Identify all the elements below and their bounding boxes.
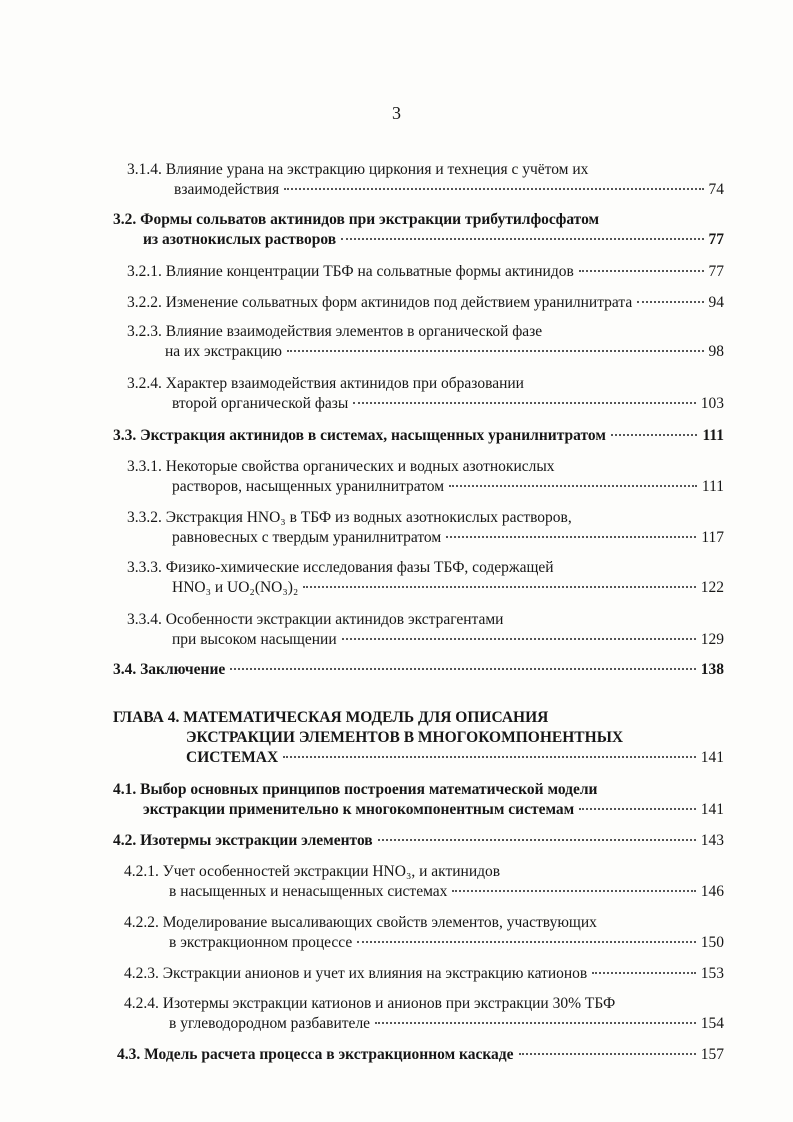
toc-page: 117 bbox=[701, 529, 724, 546]
toc-title: Учет особенностей экстракции HNO₃, и актинидов bbox=[162, 863, 501, 880]
toc-chapter-4 bbox=[113, 708, 724, 768]
toc-entry-3-4 bbox=[113, 660, 724, 680]
toc-entry-3-1-4 bbox=[127, 160, 724, 200]
toc-title: Влияние урана на экстракцию циркония и технеция с учётом их bbox=[165, 161, 589, 178]
dot-leader bbox=[230, 668, 695, 670]
toc-title: Изотермы экстракции элементов bbox=[140, 832, 373, 849]
toc-entry-4-2 bbox=[113, 831, 724, 851]
toc-number: 3.2. bbox=[113, 211, 137, 228]
toc-page: 77 bbox=[708, 231, 724, 248]
toc-number: 3.2.2. bbox=[127, 294, 162, 311]
dot-leader bbox=[284, 188, 703, 190]
toc-entry-4-3 bbox=[117, 1045, 724, 1065]
toc-title: Экстракция актинидов в системах, насыщенных уранилнитратом bbox=[140, 427, 606, 444]
toc-title-continued: в углеводородном разбавителе bbox=[169, 1015, 371, 1032]
dot-leader bbox=[375, 1022, 696, 1024]
toc-title-continued: ЭКСТРАКЦИИ ЭЛЕМЕНТОВ В МНОГОКОМПОНЕНТНЫХ bbox=[186, 729, 624, 746]
toc-entry-4-2-3 bbox=[124, 964, 724, 984]
dot-leader bbox=[342, 638, 696, 640]
dot-leader bbox=[579, 270, 704, 272]
toc-title-continued: равновесных с твердым уранилнитратом bbox=[172, 529, 442, 546]
toc-number: 3.2.1. bbox=[127, 263, 162, 280]
toc-title: Влияние концентрации ТБФ на сольватные формы актинидов bbox=[165, 263, 574, 280]
toc-page: 146 bbox=[700, 883, 724, 900]
toc-number: 4.2.3. bbox=[124, 965, 159, 982]
toc-number: 3.3. bbox=[113, 427, 137, 444]
toc-title: Особенности экстракции актинидов экстрагентами bbox=[165, 611, 504, 628]
toc-page: 129 bbox=[700, 631, 724, 648]
toc-title-continued: при высоком насыщении bbox=[172, 631, 337, 648]
toc-title-continued: взаимодействия bbox=[174, 181, 280, 198]
toc-number: 3.2.4. bbox=[127, 375, 162, 392]
toc-entry-4-2-2 bbox=[124, 913, 724, 953]
toc-title-continued: HNO₃ и UO₂(NO₃)₂ bbox=[172, 579, 299, 596]
toc-number: 3.3.3. bbox=[127, 559, 162, 576]
toc-title: Изменение сольватных форм актинидов под действием уранилнитрата bbox=[165, 294, 633, 311]
toc-page: 157 bbox=[700, 1046, 724, 1063]
dot-leader bbox=[283, 756, 696, 758]
dot-leader bbox=[303, 586, 695, 588]
toc-page: 74 bbox=[708, 181, 724, 198]
dot-leader bbox=[452, 890, 695, 892]
toc-page: 103 bbox=[700, 395, 724, 412]
toc-title-continued: растворов, насыщенных уранилнитратом bbox=[172, 478, 445, 495]
toc-number: ГЛАВА 4. bbox=[113, 709, 180, 726]
dot-leader bbox=[592, 972, 696, 974]
toc-page: 122 bbox=[700, 579, 724, 596]
toc-page: 138 bbox=[700, 661, 724, 678]
toc-number: 3.4. bbox=[113, 661, 137, 678]
dot-leader bbox=[519, 1053, 696, 1055]
dot-leader bbox=[357, 941, 696, 943]
toc-entry-3-2-2 bbox=[127, 293, 724, 313]
toc-entry-4-1 bbox=[113, 780, 724, 820]
dot-leader bbox=[446, 536, 696, 538]
dot-leader bbox=[579, 808, 696, 810]
dot-leader bbox=[287, 350, 704, 352]
toc-title: Выбор основных принципов построения математической модели bbox=[140, 781, 598, 798]
toc-page: 98 bbox=[708, 343, 724, 360]
dot-leader bbox=[449, 485, 697, 487]
toc-title: Экстракция HNO₃ в ТБФ из водных азотнокислых растворов, bbox=[165, 509, 572, 526]
dot-leader bbox=[353, 402, 695, 404]
toc-number: 3.3.2. bbox=[127, 509, 162, 526]
toc-entry-3-2 bbox=[113, 210, 724, 250]
toc-page: 150 bbox=[700, 934, 724, 951]
toc-title: Модель расчета процесса в экстракционном каскаде bbox=[144, 1046, 514, 1063]
toc-number: 4.2.4. bbox=[124, 995, 159, 1012]
toc-entry-4-2-1 bbox=[124, 862, 724, 902]
toc-entry-3-2-4 bbox=[127, 374, 724, 414]
toc-title-continued: СИСТЕМАХ bbox=[186, 749, 279, 766]
toc-page: 154 bbox=[700, 1015, 724, 1032]
toc-entry-3-2-3 bbox=[127, 322, 724, 362]
toc-entry-3-2-1 bbox=[127, 262, 724, 282]
toc-page: 141 bbox=[700, 749, 724, 766]
toc-title-continued: второй органической фазы bbox=[172, 395, 349, 412]
toc-page: 77 bbox=[708, 263, 724, 280]
toc-number: 4.2.1. bbox=[124, 863, 159, 880]
toc-title-continued: в экстракционном процессе bbox=[169, 934, 353, 951]
toc-title: Влияние взаимодействия элементов в органической фазе bbox=[165, 323, 543, 340]
dot-leader bbox=[637, 301, 703, 303]
toc-title: Экстракции анионов и учет их влияния на экстракцию катионов bbox=[162, 965, 588, 982]
toc-title: Изотермы экстракции катионов и анионов при экстракции 30% ТБФ bbox=[162, 995, 616, 1012]
toc-number: 3.3.1. bbox=[127, 458, 162, 475]
toc-title: Физико-химические исследования фазы ТБФ, содержащей bbox=[165, 559, 554, 576]
toc-title: МАТЕМАТИЧЕСКАЯ МОДЕЛЬ ДЛЯ ОПИСАНИЯ bbox=[183, 709, 549, 726]
toc-page: 153 bbox=[700, 965, 724, 982]
toc-title: Формы сольватов актинидов при экстракции трибутилфосфатом bbox=[140, 211, 600, 228]
dot-leader bbox=[378, 839, 696, 841]
toc-number: 4.3. bbox=[117, 1046, 141, 1063]
toc-number: 3.3.4. bbox=[127, 611, 162, 628]
toc-entry-3-3-3 bbox=[127, 558, 724, 598]
toc-entry-3-3-2 bbox=[127, 508, 724, 548]
toc-page: 94 bbox=[708, 294, 724, 311]
toc-title-continued: в насыщенных и ненасыщенных системах bbox=[169, 883, 448, 900]
toc-number: 4.1. bbox=[113, 781, 137, 798]
toc-title-continued: экстракции применительно к многокомпонентным системам bbox=[143, 801, 575, 818]
toc-title: Некоторые свойства органических и водных азотнокислых bbox=[165, 458, 555, 475]
dot-leader bbox=[611, 434, 698, 436]
toc-title: Заключение bbox=[140, 661, 226, 678]
page-number: 3 bbox=[392, 103, 401, 123]
toc-entry-3-3 bbox=[113, 426, 724, 446]
toc-title-continued: из азотнокислых растворов bbox=[143, 231, 337, 248]
toc-number: 4.2. bbox=[113, 832, 137, 849]
toc-entry-4-2-4 bbox=[124, 994, 724, 1034]
dot-leader bbox=[341, 238, 703, 240]
toc-page: 141 bbox=[700, 801, 724, 818]
toc-number: 4.2.2. bbox=[124, 914, 159, 931]
toc-page: 111 bbox=[701, 478, 724, 495]
toc-entry-3-3-1 bbox=[127, 457, 724, 497]
toc-page: 111 bbox=[702, 427, 724, 444]
toc-title: Характер взаимодействия актинидов при образовании bbox=[165, 375, 524, 392]
toc-page: 143 bbox=[700, 832, 724, 849]
toc-title: Моделирование высаливающих свойств элементов, участвующих bbox=[162, 914, 597, 931]
toc-entry-3-3-4 bbox=[127, 610, 724, 650]
toc-title-continued: на их экстракцию bbox=[165, 343, 282, 360]
toc-number: 3.1.4. bbox=[127, 161, 162, 178]
toc-number: 3.2.3. bbox=[127, 323, 162, 340]
